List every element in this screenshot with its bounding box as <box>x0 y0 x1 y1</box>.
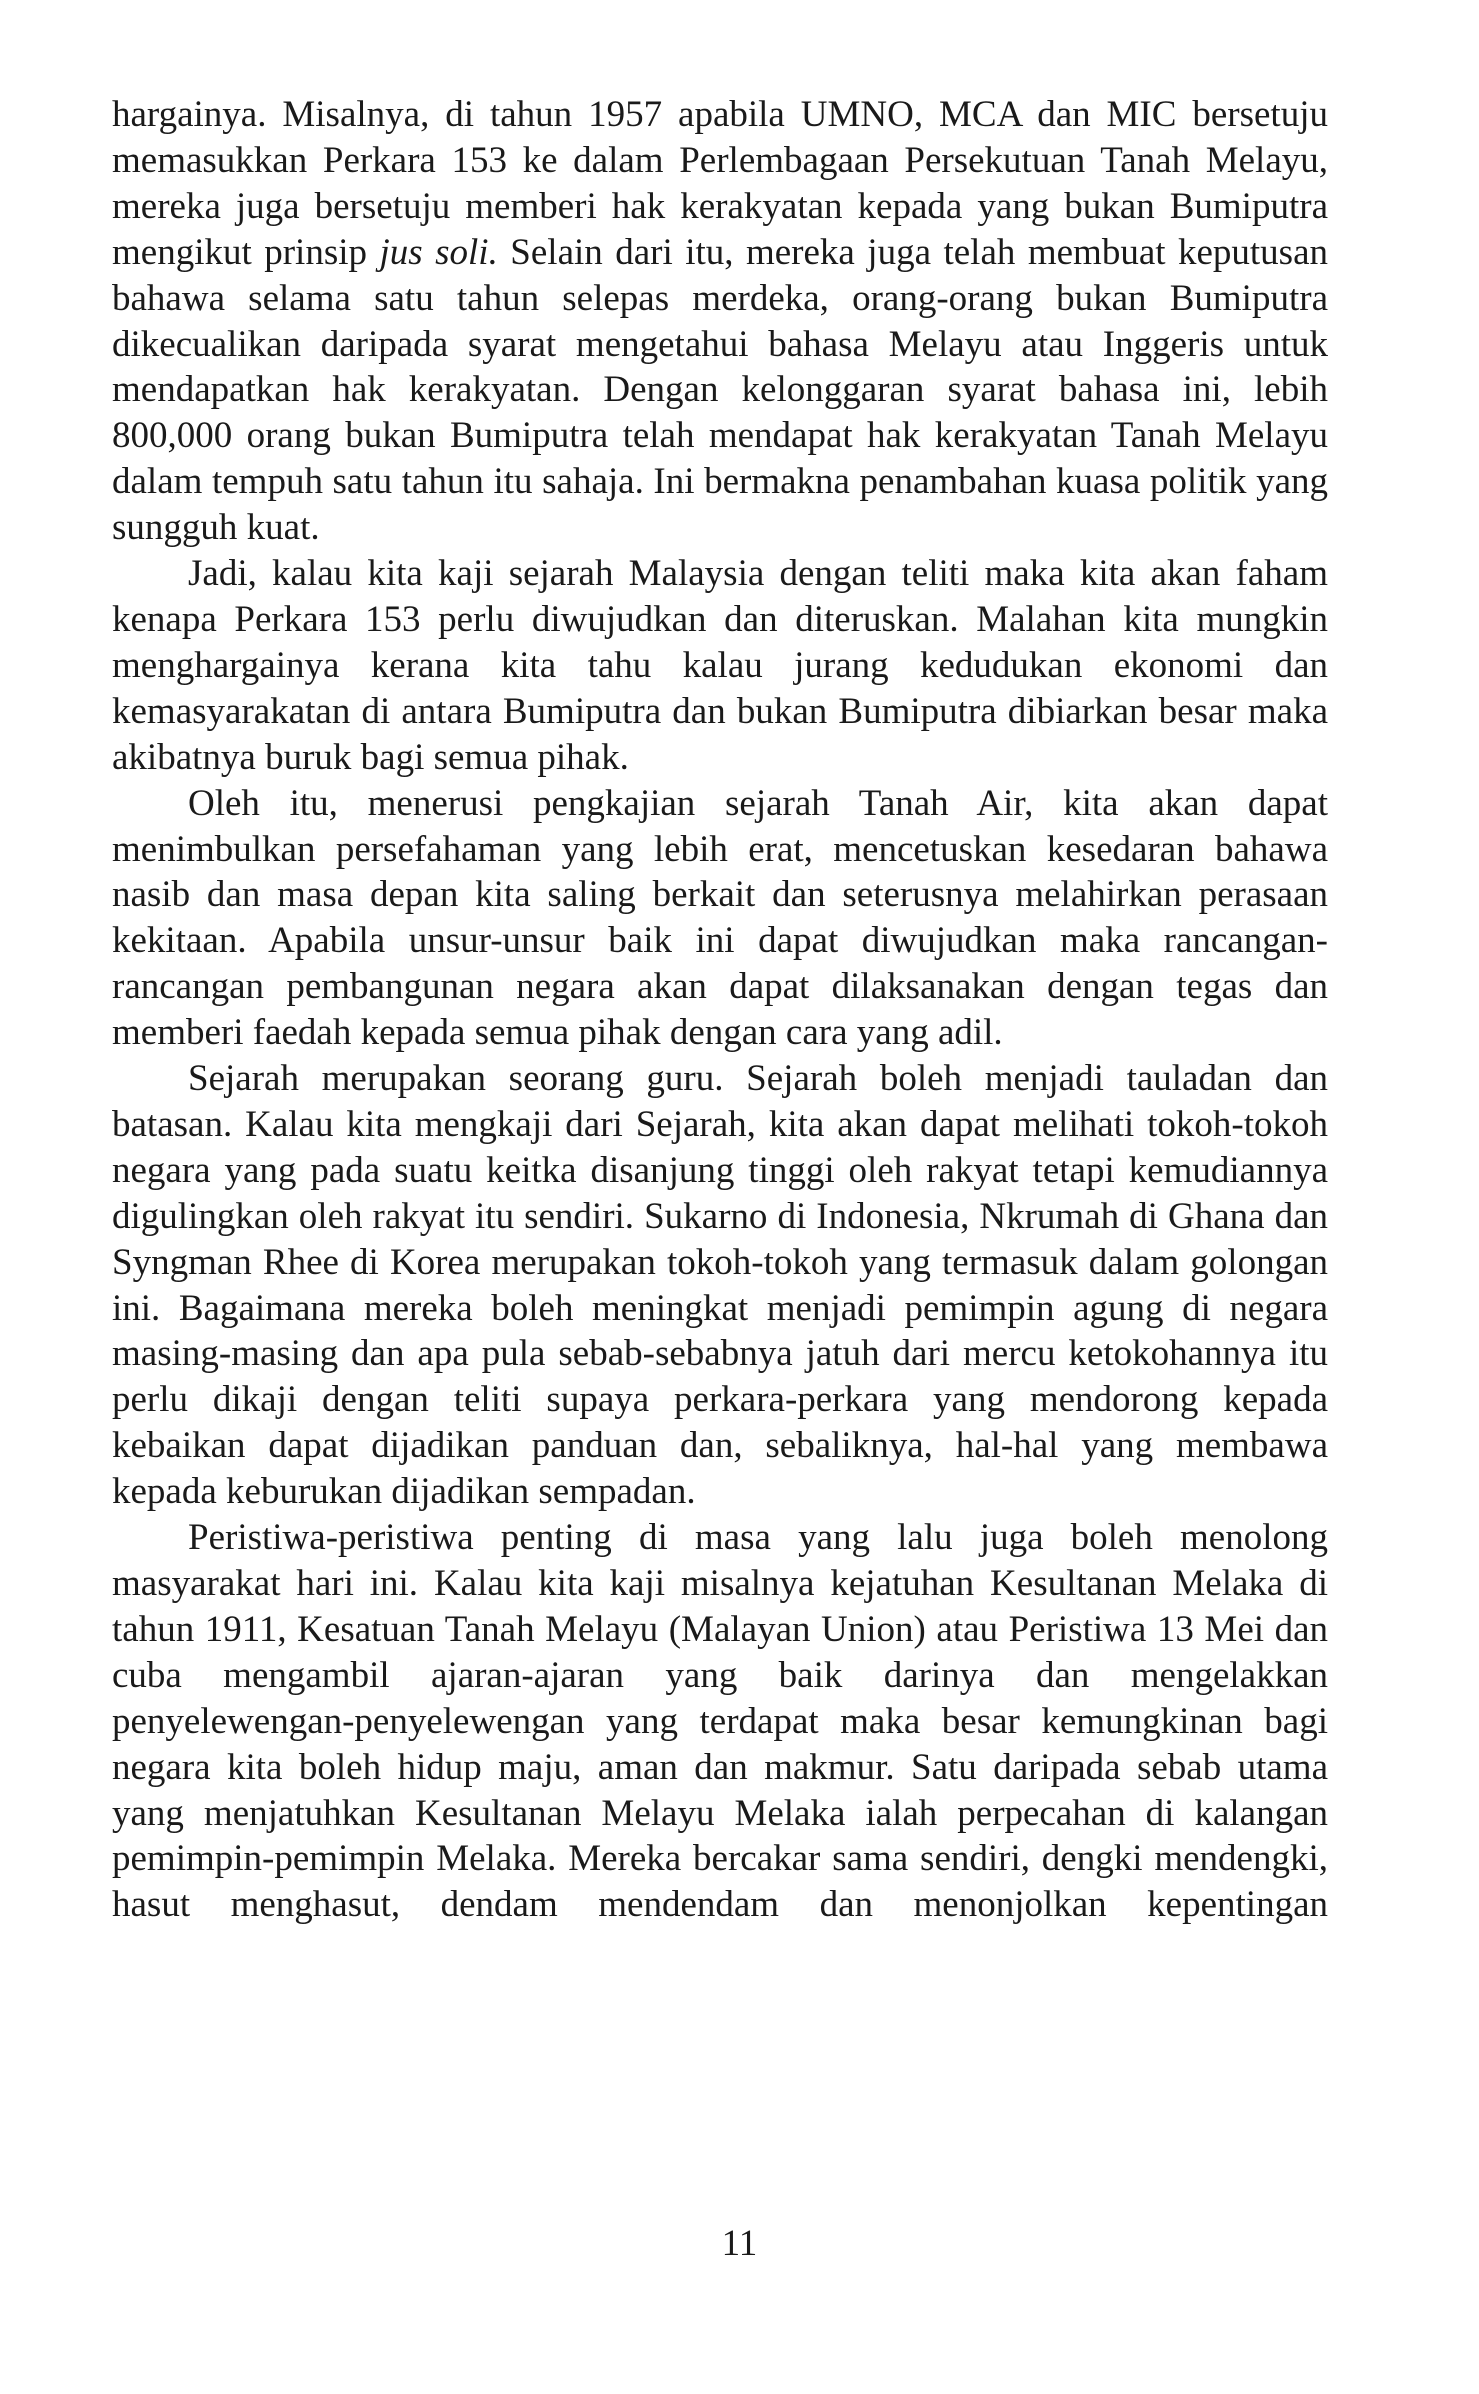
paragraph-2: Jadi, kalau kita kaji sejarah Malaysia dengan teliti maka kita akan faham kenapa Perkara 153 perlu diwujudkan dan diteruskan. Malahan kita mungkin menghargainya kerana kita tahu kalau jurang kedudukan ekonomi dan kemasyarakatan di antara Bumiputra dan bukan Bumiputra dibiarkan besar maka akibatnya buruk bagi semua pihak. <box>112 553 1328 778</box>
paragraph-1-part-3: Selain dari itu, mereka juga telah membuat keputusan bahawa selama satu tahun selepas merdeka, orang-orang bukan Bumiputra dikecualikan daripada syarat mengetahui bahasa Melayu atau Inggeris untuk mendapatkan hak kerakyatan. Dengan kelonggaran syarat bahasa ini, lebih 800,000 orang bukan Bumiputra telah mendapat hak kerakyatan Tanah Melayu dalam tempuh satu tahun itu sahaja. Ini bermakna penambahan kuasa politik yang sungguh kuat. <box>112 231 1329 549</box>
paragraph-5: Peristiwa-peristiwa penting di masa yang lalu juga boleh menolong masyarakat hari ini. Kalau kita kaji misalnya kejatuhan Kesultanan Melaka di tahun 1911, Kesatuan Tanah Melayu (Malayan Union) atau Peristiwa 13 Mei dan cuba mengambil ajaran-ajaran yang baik darinya dan mengelakkan penyelewengan-penyelewengan yang terdapat maka besar kemungkinan bagi negara kita boleh hidup maju, aman dan makmur. Satu daripada sebab utama yang menjatuhkan Kesultanan Melayu Melaka ialah perpecahan di kalangan pemimpin-pemimpin Melaka. Mereka bercakar sama sendiri, dengki mendengki, hasut menghasut, dendam mendendam dan menonjolkan kepentingan <box>112 1517 1328 1926</box>
paragraph-1-part-1: hargainya. Misalnya, di tahun 1957 apabila UMNO, MCA dan MIC bersetuju memasukkan Perkara 153 ke dalam Perlembagaan Persekutuan Tanah Melayu, mereka juga bersetuju memberi hak kerakyatan kepada yang bukan Bumiputra mengikut prinsip <box>112 94 1328 273</box>
paragraph-1 <box>112 92 1328 551</box>
paragraph-3: Oleh itu, menerusi pengkajian sejarah Tanah Air, kita akan dapat menimbulkan persefahaman yang lebih erat, mencetuskan kesedaran bahawa nasib dan masa depan kita saling berkait dan seterusnya melahirkan perasaan kekitaan. Apabila unsur-unsur baik ini dapat diwujudkan maka rancangan-rancangan pembangunan negara akan dapat dilaksanakan dengan tegas dan memberi faedah kepada semua pihak dengan cara yang adil. <box>112 782 1328 1054</box>
body-text <box>112 92 1328 1928</box>
page-number: 11 <box>721 2223 758 2264</box>
paragraph-4: Sejarah merupakan seorang guru. Sejarah boleh menjadi tauladan dan batasan. Kalau kita mengkaji dari Sejarah, kita akan dapat melihati tokoh-tokoh negara yang pada suatu keitka disanjung tinggi oleh rakyat tetapi kemudiannya digulingkan oleh rakyat itu sendiri. Sukarno di Indonesia, Nkrumah di Ghana dan Syngman Rhee di Korea merupakan tokoh-tokoh yang termasuk dalam golongan ini. Bagaimana mereka boleh meningkat menjadi pemimpin agung di negara masing-masing dan apa pula sebab-sebabnya jatuh dari mercu ketokohannya itu perlu dikaji dengan teliti supaya perkara-perkara yang mendorong kepada kebaikan dapat dijadikan panduan dan, sebaliknya, hal-hal yang membawa kepada keburukan dijadikan sempadan. <box>112 1058 1328 1513</box>
italic-term-jus-soli: jus soli. <box>379 231 498 273</box>
